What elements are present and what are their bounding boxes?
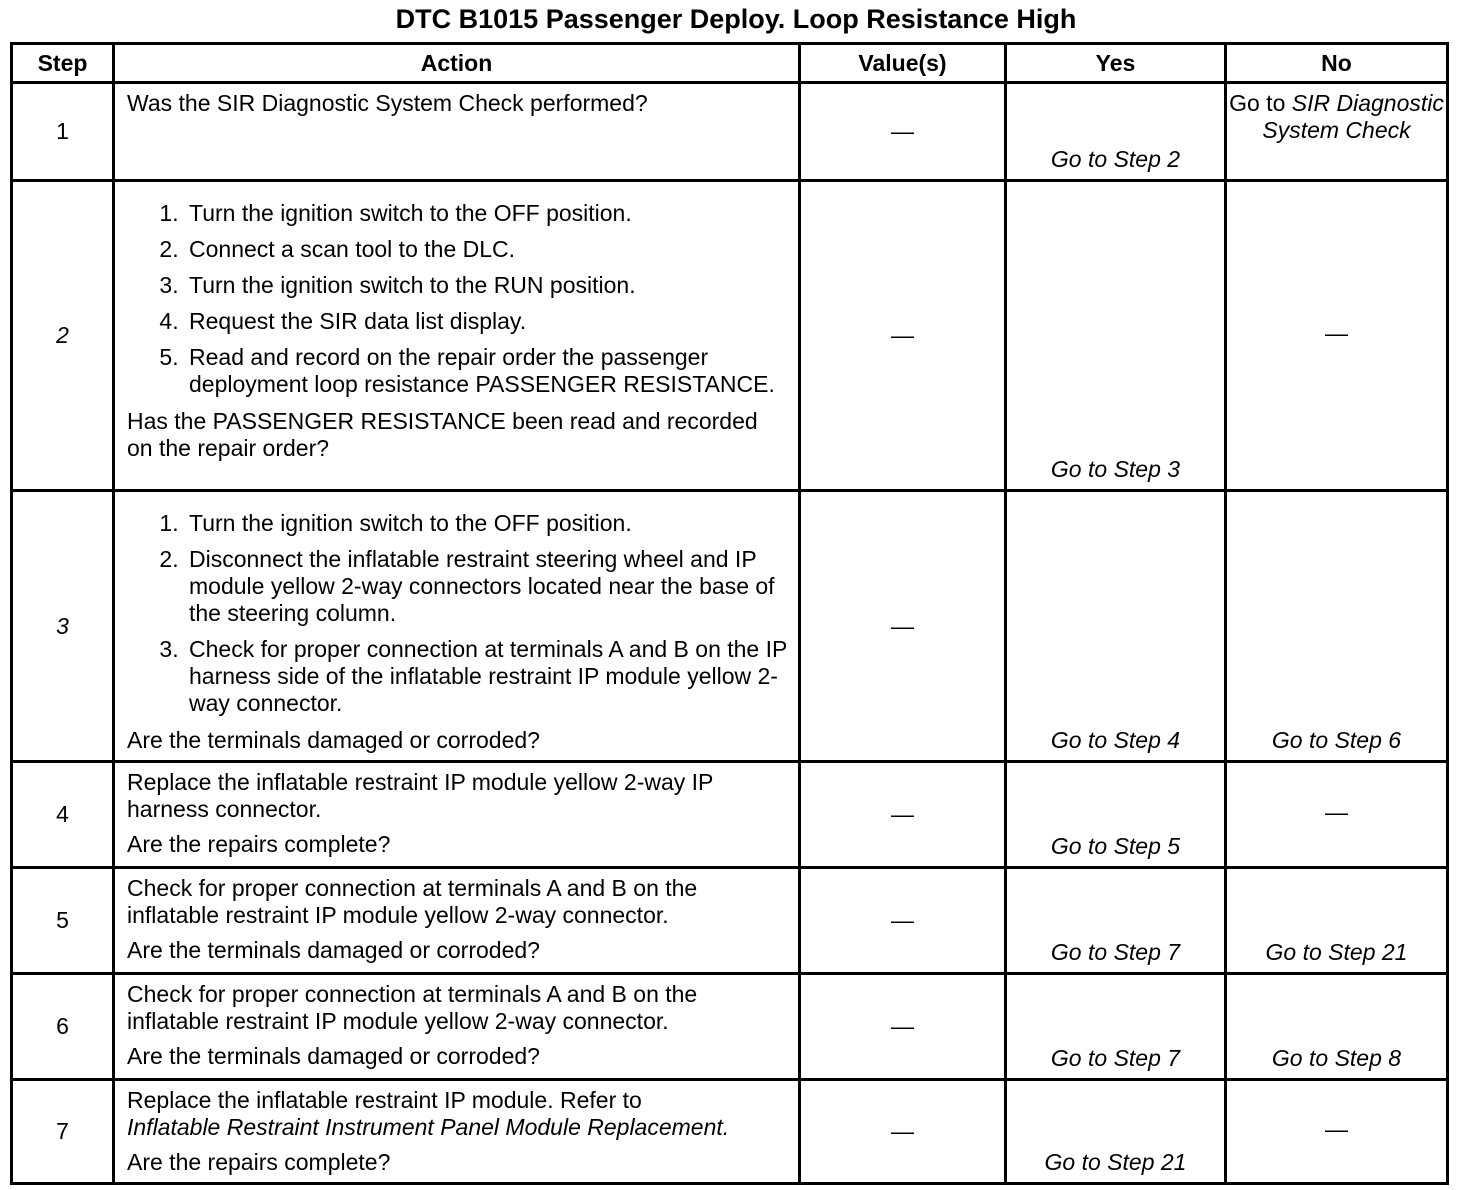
action-step: 2. Connect a scan tool to the DLC. [185, 236, 788, 263]
action-cell [114, 868, 800, 974]
table-row [12, 762, 1448, 868]
value-cell: — [800, 83, 1006, 181]
value-cell: — [800, 1080, 1006, 1184]
action-text [127, 1087, 788, 1141]
yes-goto: Go to Step 7 [1050, 1045, 1181, 1071]
action-step: 4. Request the SIR data list display. [185, 308, 788, 335]
action-step: 3. Turn the ignition switch to the RUN position. [185, 272, 788, 299]
action-question: Has the PASSENGER RESISTANCE been read and recorded on the repair order? [127, 408, 758, 461]
action-text: Was the SIR Diagnostic System Check performed? [127, 90, 648, 116]
action-cell [114, 181, 800, 491]
action-cell [114, 1080, 800, 1184]
action-step: 5. Read and record on the repair order the passenger deployment loop resistance PASSENGER RESISTANCE. [185, 344, 788, 398]
action-step: 2. Disconnect the inflatable restraint steering wheel and IP module yellow 2-way connectors located near the base of the steering column. [185, 546, 788, 627]
action-question: Are the repairs complete? [127, 1149, 391, 1175]
step-number: 7 [12, 1080, 114, 1184]
page-title: DTC B1015 Passenger Deploy. Loop Resistance High [395, 4, 1077, 34]
no-dash: — [1325, 1115, 1348, 1142]
no-goto: Go to Step 8 [1271, 1045, 1402, 1071]
step-number: 4 [12, 762, 114, 868]
action-question: Are the repairs complete? [127, 831, 391, 857]
action-cell [114, 762, 800, 868]
no-cell [1226, 1080, 1448, 1184]
action-step: 3. Check for proper connection at terminals A and B on the IP harness side of the inflatable restraint IP module yellow 2-way connector. [185, 636, 788, 717]
header-values: Value(s) [800, 44, 1006, 83]
action-cell [114, 491, 800, 762]
step-number: 2 [12, 181, 114, 491]
header-yes: Yes [1006, 44, 1226, 83]
no-cell [1226, 83, 1448, 181]
step-number: 1 [12, 83, 114, 181]
no-goto [1227, 84, 1446, 144]
yes-cell [1006, 868, 1226, 974]
step-number: 5 [12, 868, 114, 974]
yes-cell [1006, 762, 1226, 868]
action-text: Replace the inflatable restraint IP module yellow 2-way IP harness connector. [127, 769, 713, 822]
table-row [12, 1080, 1448, 1184]
header-no: No [1226, 44, 1448, 83]
action-cell [114, 83, 800, 181]
no-cell [1226, 181, 1448, 491]
value-cell: — [800, 491, 1006, 762]
no-cell [1226, 491, 1448, 762]
action-steps [127, 510, 788, 717]
step-number: 3 [12, 491, 114, 762]
yes-goto: Go to Step 2 [1050, 146, 1181, 172]
no-goto: Go to Step 6 [1271, 727, 1402, 753]
action-intro: Replace the inflatable restraint IP module. Refer to [127, 1087, 642, 1113]
table-row [12, 868, 1448, 974]
no-cell [1226, 762, 1448, 868]
yes-goto: Go to Step 7 [1050, 939, 1181, 965]
yes-cell [1006, 974, 1226, 1080]
yes-goto: Go to Step 4 [1050, 727, 1181, 753]
no-cell [1226, 974, 1448, 1080]
yes-cell [1006, 1080, 1226, 1184]
table-row [12, 181, 1448, 491]
value-cell: — [800, 181, 1006, 491]
no-goto: Go to Step 21 [1265, 939, 1408, 965]
action-question: Are the terminals damaged or corroded? [127, 1043, 540, 1069]
yes-goto: Go to Step 21 [1044, 1149, 1187, 1175]
value-cell: — [800, 762, 1006, 868]
table-row [12, 83, 1448, 181]
no-dash: — [1325, 319, 1348, 346]
yes-cell [1006, 181, 1226, 491]
no-goto-ref: SIR Diagnostic System Check [1262, 90, 1444, 143]
header-action: Action [114, 44, 800, 83]
action-reference: Inflatable Restraint Instrument Panel Module Replacement. [127, 1114, 730, 1140]
diagnostic-table [10, 42, 1449, 1185]
action-step: 1. Turn the ignition switch to the OFF position. [185, 510, 788, 537]
yes-cell [1006, 491, 1226, 762]
table-row [12, 491, 1448, 762]
yes-goto: Go to Step 5 [1050, 833, 1181, 859]
no-goto-prefix: Go to [1229, 90, 1286, 116]
value-cell: — [800, 974, 1006, 1080]
action-step: 1. Turn the ignition switch to the OFF position. [185, 200, 788, 227]
action-question: Are the terminals damaged or corroded? [127, 727, 540, 753]
value-cell: — [800, 868, 1006, 974]
no-cell [1226, 868, 1448, 974]
action-steps [127, 200, 788, 398]
table-row [12, 974, 1448, 1080]
step-number: 6 [12, 974, 114, 1080]
action-question: Are the terminals damaged or corroded? [127, 937, 540, 963]
action-cell [114, 974, 800, 1080]
yes-goto: Go to Step 3 [1050, 456, 1181, 482]
header-step: Step [12, 44, 114, 83]
header-row [12, 44, 1448, 83]
no-dash: — [1325, 798, 1348, 825]
yes-cell [1006, 83, 1226, 181]
action-text: Check for proper connection at terminals A and B on the inflatable restraint IP module yellow 2-way connector. [127, 981, 698, 1034]
action-text: Check for proper connection at terminals A and B on the inflatable restraint IP module yellow 2-way connector. [127, 875, 698, 928]
